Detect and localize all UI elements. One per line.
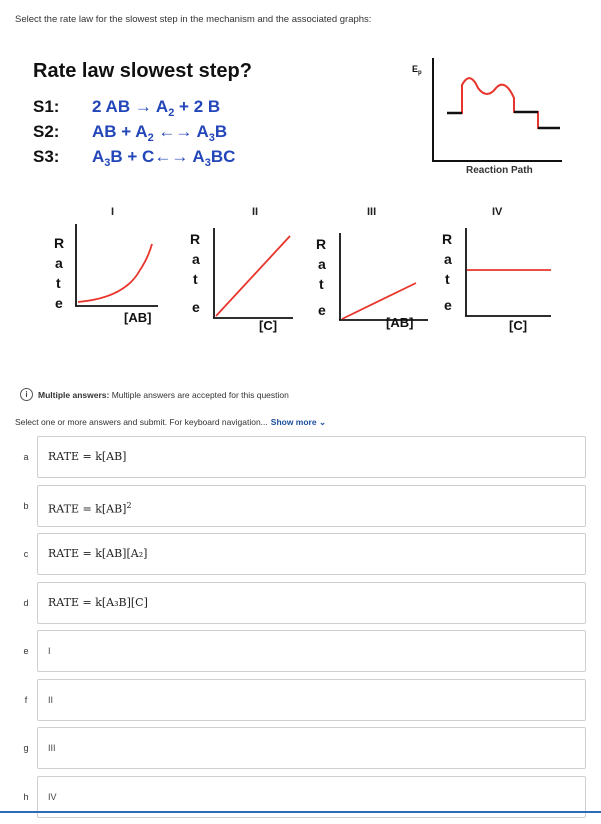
option-text: I	[48, 646, 51, 656]
info-text: Multiple answers are accepted for this question	[109, 389, 289, 400]
option-d[interactable]	[15, 582, 586, 624]
energy-axis-label: $E_p$	[412, 64, 422, 76]
graph-iv	[442, 228, 551, 333]
svg-text:R: R	[316, 236, 327, 252]
svg-text:R: R	[54, 235, 65, 251]
option-box[interactable]	[37, 679, 586, 721]
graph-i	[54, 224, 158, 325]
option-box[interactable]	[37, 436, 586, 478]
info-bold: Multiple answers:	[38, 389, 110, 400]
instructions	[15, 417, 326, 428]
svg-text:e: e	[318, 302, 326, 318]
energy-xlabel: Reaction Path	[466, 165, 533, 176]
option-c[interactable]	[15, 533, 586, 575]
svg-text:a: a	[444, 251, 452, 267]
graph-title-iv: IV	[492, 206, 503, 218]
option-letter: b	[23, 500, 29, 511]
step-equation-s1: 2 AB → $A_2 + 2$ B	[92, 97, 221, 119]
svg-text:t: t	[445, 271, 450, 287]
option-g[interactable]	[15, 727, 586, 769]
step-label-s3: S3:	[33, 147, 60, 166]
option-letter: f	[24, 694, 28, 705]
option-box[interactable]	[37, 630, 586, 672]
option-text: III	[48, 743, 56, 753]
svg-text:t: t	[56, 275, 61, 291]
option-letter: g	[23, 743, 29, 753]
question-prompt: Select the rate law for the slowest step in the mechanism and the associated graphs:	[15, 14, 372, 25]
svg-text:a: a	[318, 256, 326, 272]
graph-title-iii: III	[367, 206, 377, 218]
svg-text:R: R	[442, 231, 453, 247]
option-b[interactable]	[15, 485, 586, 527]
option-a[interactable]	[15, 436, 586, 478]
option-letter: a	[23, 452, 29, 462]
step-equation-s2: AB + $A_2$ ←→ $A_3B$	[92, 122, 228, 144]
option-box[interactable]	[37, 727, 586, 769]
option-letter: e	[23, 646, 29, 656]
option-e[interactable]	[15, 630, 586, 672]
option-text: RATE = k[AB]	[48, 450, 127, 463]
graph-iv-xlabel: [C]	[509, 318, 528, 333]
multiple-answers-note	[20, 388, 289, 401]
step-label-s1: S1:	[33, 97, 60, 116]
svg-text:R: R	[190, 231, 201, 247]
graph-title-ii: II	[252, 206, 259, 218]
svg-text:e: e	[192, 299, 200, 315]
svg-text:e: e	[55, 295, 63, 311]
mechanism-figure	[0, 40, 601, 370]
info-icon: i	[20, 388, 33, 401]
energy-diagram	[412, 58, 562, 176]
option-text: IV	[48, 791, 57, 802]
option-box[interactable]	[37, 533, 586, 575]
option-text: RATE = k[AB][A₂]	[48, 547, 148, 560]
svg-text:a: a	[55, 255, 63, 271]
svg-text:t: t	[319, 276, 324, 292]
svg-text:a: a	[192, 251, 200, 267]
step-label-s2: S2:	[33, 122, 60, 141]
graph-ii	[190, 228, 293, 333]
graph-ii-line	[216, 236, 290, 316]
svg-text:e: e	[444, 297, 452, 313]
figure-title: Rate law slowest step?	[33, 60, 252, 82]
option-f[interactable]	[15, 679, 586, 721]
graph-ii-xlabel: [C]	[259, 318, 278, 333]
option-box[interactable]	[37, 582, 586, 624]
option-text: II	[48, 694, 54, 705]
instructions-text: Select one or more answers and submit. For keyboard navigation...	[15, 417, 268, 427]
graph-iii-xlabel: [AB]	[386, 315, 414, 330]
mechanism-steps	[33, 97, 235, 169]
svg-text:t: t	[193, 271, 198, 287]
graph-title-i: I	[111, 206, 115, 218]
option-box[interactable]	[37, 485, 586, 527]
energy-profile-line	[447, 78, 560, 128]
graph-i-xlabel: [AB]	[124, 310, 152, 325]
option-letter: c	[23, 549, 29, 559]
option-text: RATE = k[AB]$^2$	[48, 500, 132, 516]
option-letter: d	[23, 597, 29, 608]
graph-i-curve	[78, 244, 152, 302]
graph-iii-line	[342, 283, 416, 319]
show-more-link[interactable]: Show more ⌄	[270, 417, 327, 427]
step-equation-s3: $A_3B$ + C←→ $A_3BC$	[92, 147, 236, 169]
option-text: RATE = k[A₃B][C]	[48, 595, 148, 609]
answer-options	[15, 436, 586, 824]
option-letter: h	[23, 791, 29, 802]
graph-iii	[316, 233, 428, 330]
